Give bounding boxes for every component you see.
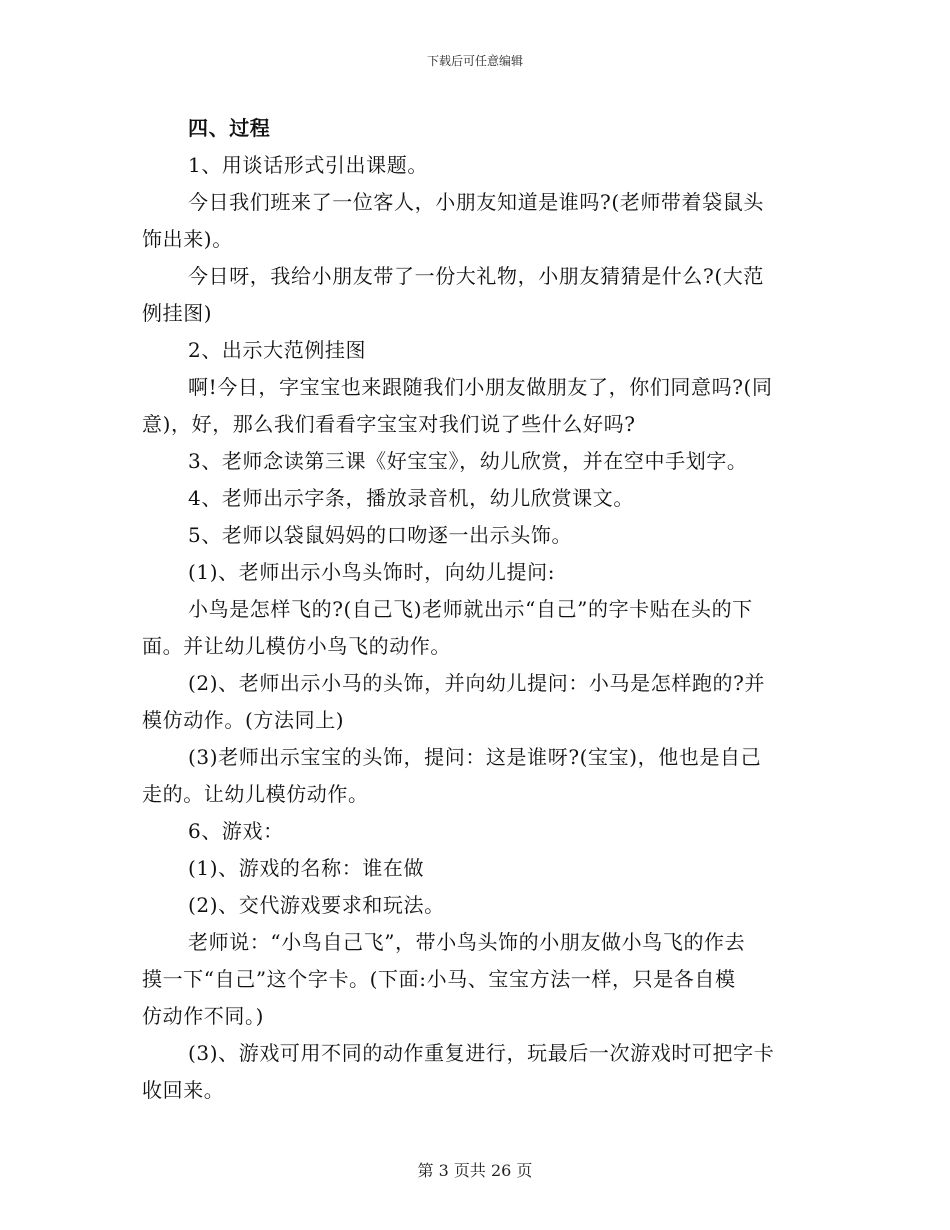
paragraph-line: 面。并让幼儿模仿小鸟飞的动作。 [142, 634, 451, 658]
paragraph-line: (2)、交代游戏要求和玩法。 [188, 893, 445, 917]
paragraph-line: 饰出来)。 [142, 227, 233, 251]
page-header: 下载后可任意编辑 [426, 54, 523, 68]
paragraph-line: 收回来。 [142, 1078, 225, 1102]
paragraph-line: 小鸟是怎样飞的?(自己飞)老师就出示“自己”的字卡贴在头的下 [188, 597, 753, 621]
paragraph-line: (1)、老师出示小鸟头饰时，向幼儿提问: [188, 560, 556, 584]
paragraph-line: (2)、老师出示小马的头饰，并向幼儿提问：小马是怎样跑的?并 [188, 671, 766, 695]
paragraph-line: 摸一下“自己”这个字卡。(下面:小马、宝宝方法一样，只是各自模 [142, 967, 736, 991]
paragraph-line: (1)、游戏的名称：谁在做 [188, 856, 425, 880]
paragraph-line: 2、出示大范例挂图 [188, 338, 367, 362]
paragraph-line: (3)老师出示宝宝的头饰，提问：这是谁呀?(宝宝)，他也是自己 [188, 745, 762, 769]
paragraph-line: 走的。让幼儿模仿动作。 [142, 782, 369, 806]
paragraph-line: 啊!今日，字宝宝也来跟随我们小朋友做朋友了，你们同意吗?(同 [188, 375, 773, 399]
page-footer: 第 3 页共 26 页 [417, 1161, 533, 1180]
paragraph-line: 今日我们班来了一位客人，小朋友知道是谁吗?(老师带着袋鼠头 [188, 190, 764, 214]
paragraph-line: (3)、游戏可用不同的动作重复进行，玩最后一次游戏时可把字卡 [188, 1041, 775, 1065]
paragraph-line: 5、老师以袋鼠妈妈的口吻逐一出示头饰。 [188, 523, 573, 547]
paragraph-line: 3、老师念读第三课《好宝宝》，幼儿欣赏，并在空中手划字。 [188, 449, 748, 473]
paragraph-line: 老师说：“小鸟自己飞”，带小鸟头饰的小朋友做小鸟飞的作去 [188, 930, 746, 954]
document-body [142, 110, 802, 1109]
paragraph-line: 模仿动作。(方法同上) [142, 708, 345, 732]
paragraph-line: 4、老师出示字条，播放录音机，幼儿欣赏课文。 [188, 486, 634, 510]
paragraph-line: 仿动作不同。) [142, 1004, 265, 1028]
paragraph-line: 今日呀，我给小朋友带了一份大礼物，小朋友猜猜是什么?(大范 [188, 264, 764, 288]
paragraph-line: 1、用谈话形式引出课题。 [188, 153, 428, 177]
section-heading: 四、过程 [188, 116, 271, 140]
paragraph-line: 6、游戏： [188, 819, 284, 843]
paragraph-line: 意)，好，那么我们看看字宝宝对我们说了些什么好吗? [142, 412, 636, 436]
paragraph-line: 例挂图) [142, 301, 213, 325]
